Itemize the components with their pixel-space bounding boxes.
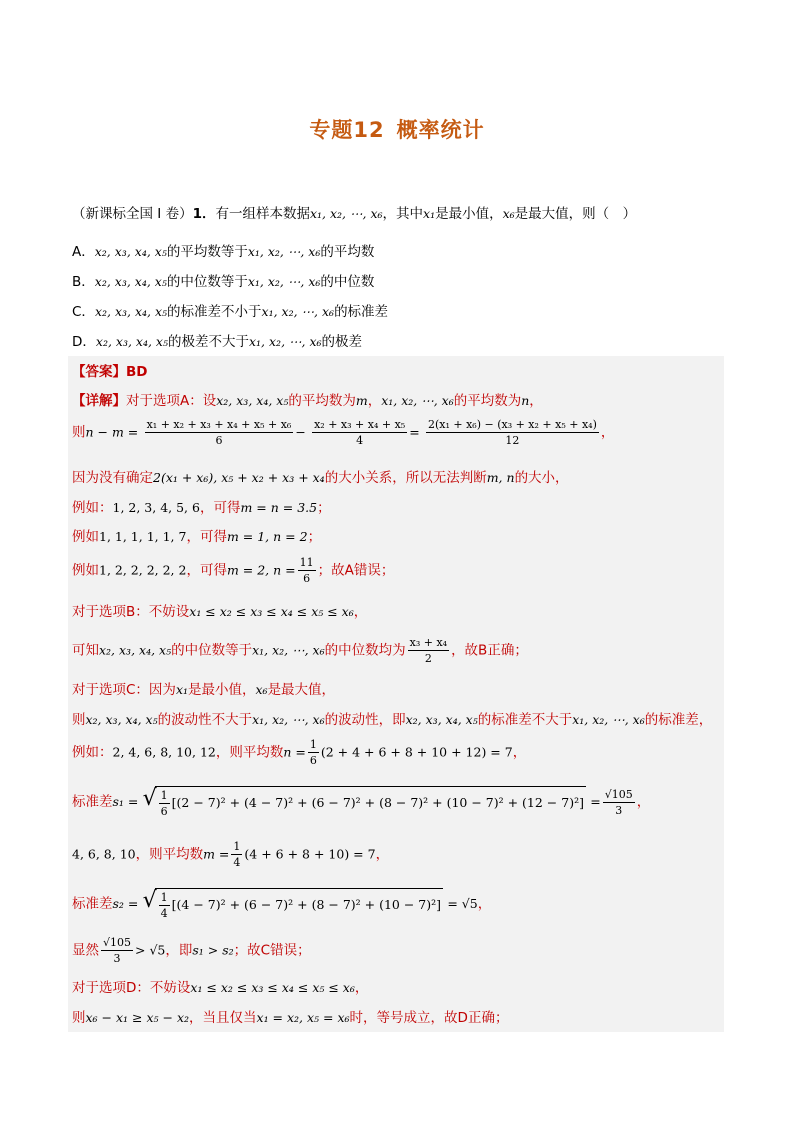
detail-line-10: 则x₂, x₃, x₄, x₅的波动性不大于x₁, x₂, ⋯, x₆的波动性，即x₂, x₃, x₄, x₅的标准差不大于x₁, x₂, ⋯, x₆的标准差， [72, 712, 713, 728]
fraction-sqrt105-b: $\frac{√105}{3}$ [103, 936, 132, 965]
option-c[interactable]: C．x₂, x₃, x₄, x₅的标准差不小于x₁, x₂, ⋯, x₆的标准差 [72, 304, 389, 320]
question-source: （新课标全国 I 卷） [72, 206, 193, 222]
detail-line-14: 标准差s₂ = √ $\frac{1}{4}$ [(4 − 7)² + (6 − 7)² + (8 − 7)² + (10 − 7)²] = √5， [72, 888, 492, 920]
page-title: 专题12 概率统计 [309, 118, 485, 142]
detail-line-16: 对于选项D：不妨设x₁ ≤ x₂ ≤ x₃ ≤ x₄ ≤ x₅ ≤ x₆， [72, 980, 369, 996]
detail-line-5: 例如1, 1, 1, 1, 1, 7，可得m = 1, n = 2； [72, 529, 322, 545]
detail-line-11: 例如：2, 4, 6, 8, 10, 12，则平均数n = $\frac{1}{6}$ (2 + 4 + 6 + 8 + 10 + 12) = 7， [72, 738, 527, 767]
answer-line: 【答案】BD [72, 364, 148, 380]
detail-line-7: 对于选项B：不妨设x₁ ≤ x₂ ≤ x₃ ≤ x₄ ≤ x₅ ≤ x₆， [72, 604, 368, 620]
fraction-1: $\frac{\text{x₁ + x₂ + x₃ + x₄ + x₅ + x₆}}{6}$ [146, 418, 292, 447]
fraction-2: $\frac{\text{x₂ + x₃ + x₄ + x₅}}{4}$ [314, 418, 406, 447]
fraction-median: $\frac{\text{x₃ + x₄}}{2}$ [409, 636, 448, 665]
fraction-3: $\frac{\text{2(x₁ + x₆) − (x₃ + x₂ + x₅ + x₄)}}{12}$ [427, 418, 597, 447]
detail-line-3: 因为没有确定2(x₁ + x₆), x₅ + x₂ + x₃ + x₄的大小关系，所以无法判断m, n的大小， [72, 470, 569, 486]
sqrt-s1: √ $\frac{1}{6}$ [(2 − 7)² + (4 − 7)² + (6 − 7)² + (8 − 7)² + (10 − 7)² + (12 − 7)²] [142, 786, 584, 818]
detail-line-13: 4, 6, 8, 10，则平均数m = $\frac{1}{4}$ (4 + 6 + 8 + 10) = 7， [72, 840, 390, 869]
option-d[interactable]: D．x₂, x₃, x₄, x₅的极差不大于x₁, x₂, ⋯, x₆的极差 [72, 334, 363, 350]
detail-line-1: 【详解】对于选项A：设x₂, x₃, x₄, x₅的平均数为m，x₁, x₂, ⋯, x₆的平均数为n， [72, 393, 543, 409]
question-stem: （新课标全国 I 卷）1．有一组样本数据x₁, x₂, ⋯, x₆，其中x₁是最小值，x₆是最大值，则（ ） [72, 206, 637, 222]
fraction-sqrt105: $\frac{√105}{3}$ [604, 787, 633, 817]
sqrt-s2: √ $\frac{1}{4}$ [(4 − 7)² + (6 − 7)² + (8 − 7)² + (10 − 7)²] [142, 888, 442, 920]
detail-line-9: 对于选项C：因为x₁是最小值，x₆是最大值， [72, 682, 336, 698]
option-b[interactable]: B．x₂, x₃, x₄, x₅的中位数等于x₁, x₂, ⋯, x₆的中位数 [72, 274, 375, 290]
detail-line-15: 显然 $\frac{√105}{3}$ > √5，即s₁ > s₂；故C错误； [72, 936, 311, 965]
detail-line-6: 例如1, 2, 2, 2, 2, 2，可得m = 2, n = $\frac{11}{6}$ ；故A错误； [72, 556, 395, 585]
detail-line-12: 标准差s₁ = √ $\frac{1}{6}$ [(2 − 7)² + (4 − 7)² + (6 − 7)² + (8 − 7)² + (10 − 7)² + (12 − 7)²] = $\frac{√105}{3}$ ， [72, 786, 651, 818]
detail-line-8: 可知x₂, x₃, x₄, x₅的中位数等于x₁, x₂, ⋯, x₆的中位数均为 $\frac{\text{x₃ + x₄}}{2}$ ，故B正确； [72, 636, 528, 665]
fraction-1-6: $\frac{1}{6}$ [309, 738, 317, 767]
fraction-11-6: $\frac{11}{6}$ [299, 556, 314, 585]
detail-line-4: 例如：1, 2, 3, 4, 5, 6，可得m = n = 3.5； [72, 500, 331, 516]
detail-line-17: 则x₆ − x₁ ≥ x₅ − x₂，当且仅当x₁ = x₂, x₅ = x₆时，等号成立，故D正确； [72, 1010, 509, 1026]
detail-line-2: 则n − m = $\frac{\text{x₁ + x₂ + x₃ + x₄ + x₅ + x₆}}{6}$ − $\frac{\text{x₂ + x₃ + x₄ + x₅}}{4}$ = $\frac{\text{2(x₁ + x₆) − (x₃ + x₂ + x₅ + x₄)}}{12}$ ， [72, 418, 615, 447]
option-a[interactable]: A．x₂, x₃, x₄, x₅的平均数等于x₁, x₂, ⋯, x₆的平均数 [72, 244, 375, 260]
fraction-1-4: $\frac{1}{4}$ [233, 840, 241, 869]
